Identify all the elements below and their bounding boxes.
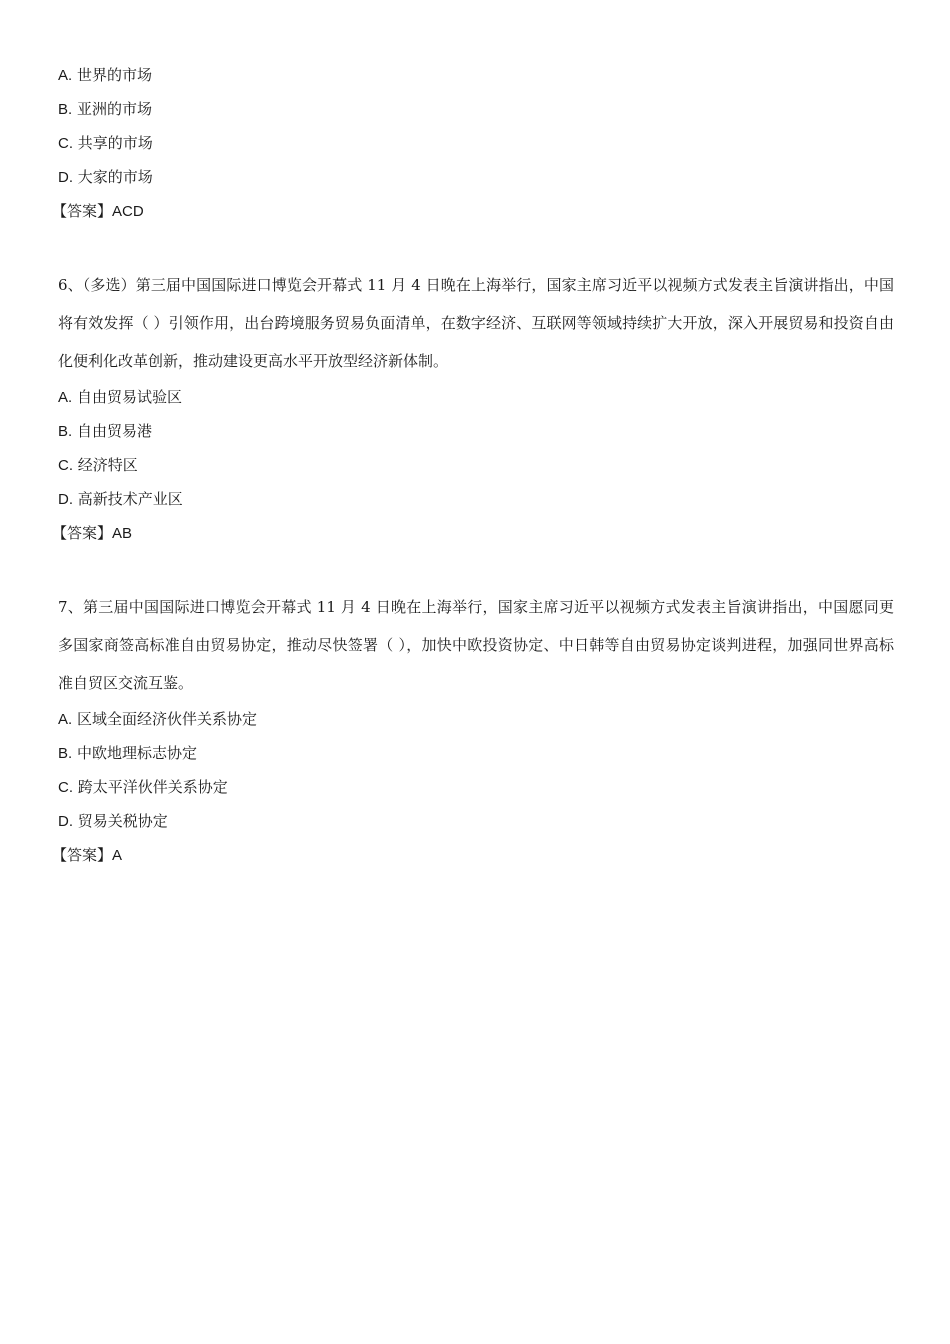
option-text: 区域全面经济伙伴关系协定 — [76, 710, 257, 728]
spacer — [58, 228, 894, 266]
answer-value: A — [112, 847, 123, 864]
answer-value: AB — [112, 525, 133, 542]
answer-label: 【答案】 — [52, 202, 113, 220]
option-b — [58, 92, 894, 126]
option-letter: D. — [58, 169, 73, 186]
spacer — [58, 550, 894, 588]
question-stem: 7、第三届中国国际进口博览会开幕式 11 月 4 日晚在上海举行，国家主席习近平以视频方式发表主旨演讲指出，中国愿同更多国家商签高标准自由贸易协定，推动尽快签署（ ），加快中欧投资协定、中日韩等自由贸易协定谈判进程，加强同世界高标准自贸区交流互鉴。 — [58, 598, 894, 692]
answer-label: 【答案】 — [52, 846, 113, 864]
answer-line — [52, 194, 894, 228]
option-letter: D. — [58, 491, 73, 508]
option-letter: D. — [58, 813, 73, 830]
answer-label: 【答案】 — [52, 524, 113, 542]
option-text: 亚洲的市场 — [76, 100, 152, 118]
option-letter: A. — [58, 67, 73, 84]
option-d — [58, 804, 894, 838]
option-letter: A. — [58, 711, 73, 728]
option-text: 跨太平洋伙伴关系协定 — [77, 778, 228, 796]
option-text: 自由贸易港 — [76, 422, 152, 440]
answer-line — [52, 516, 894, 550]
answer-line — [52, 838, 894, 872]
option-letter: B. — [58, 423, 73, 440]
question-7 — [52, 588, 894, 872]
option-text: 共享的市场 — [77, 134, 153, 152]
option-c — [58, 770, 894, 804]
option-letter: C. — [58, 135, 73, 152]
option-text: 贸易关税协定 — [77, 812, 168, 830]
option-d — [58, 160, 894, 194]
question-6 — [52, 266, 894, 550]
option-letter: B. — [58, 101, 73, 118]
question-5 — [52, 58, 894, 228]
option-text: 大家的市场 — [77, 168, 153, 186]
document-page — [52, 58, 894, 872]
option-text: 世界的市场 — [76, 66, 152, 84]
option-a — [58, 380, 894, 414]
option-text: 经济特区 — [77, 456, 138, 474]
question-stem: 6、（多选）第三届中国国际进口博览会开幕式 11 月 4 日晚在上海举行，国家主席习近平以视频方式发表主旨演讲指出，中国将有效发挥（ ）引领作用，出台跨境服务贸易负面清单，在数字经济、互联网等领域持续扩大开放，深入开展贸易和投资自由化便利化改革创新，推动建设更高水平开放型经济新体制。 — [58, 276, 894, 370]
option-d — [58, 482, 894, 516]
option-a — [58, 58, 894, 92]
option-letter: C. — [58, 457, 73, 474]
option-a — [58, 702, 894, 736]
option-text: 自由贸易试验区 — [76, 388, 182, 406]
option-letter: A. — [58, 389, 73, 406]
option-c — [58, 126, 894, 160]
option-text: 中欧地理标志协定 — [76, 744, 197, 762]
option-letter: B. — [58, 745, 73, 762]
answer-value: ACD — [112, 203, 144, 220]
option-c — [58, 448, 894, 482]
option-text: 高新技术产业区 — [77, 490, 183, 508]
option-b — [58, 414, 894, 448]
option-b — [58, 736, 894, 770]
option-letter: C. — [58, 779, 73, 796]
